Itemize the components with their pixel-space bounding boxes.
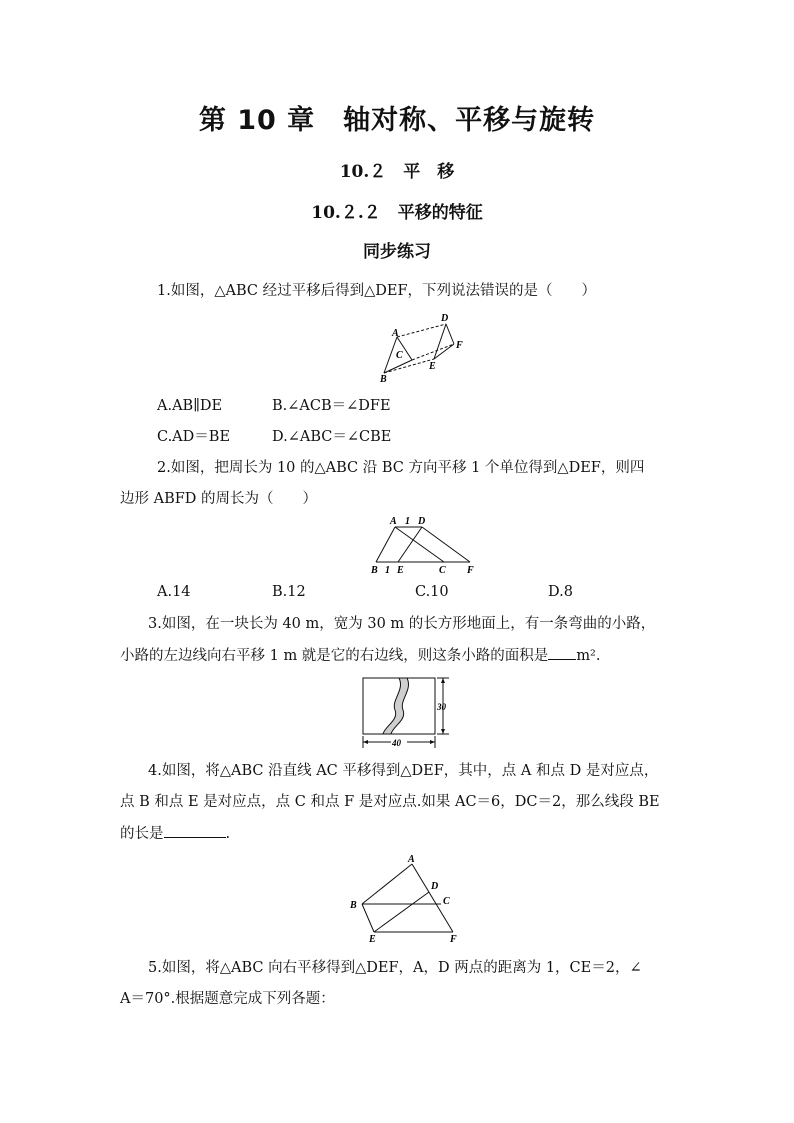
q2-label-E: E [397,565,404,576]
q2-option-a: A.14 [157,584,191,600]
q4-label-B: B [350,900,357,911]
q1-label-C: C [396,350,403,361]
q4-stem-line3-end: . [225,826,231,842]
q1-option-d: D.∠ABC＝∠CBE [272,429,392,445]
q3-path-strip [383,678,409,734]
q4-seg-DE [374,892,429,932]
q2-label-F: F [467,565,474,576]
q5-stem-line1: 5.如图，将△ABC 向右平移得到△DEF，A，D 两点的距离为 1，CE＝2，∠ [148,960,642,976]
q1-option-c: C.AD＝BE [157,429,231,445]
q1-stem: 1.如图，△ABC 经过平移后得到△DEF，下列说法错误的是（ ） [157,283,597,299]
section-title: 10.２ 平 移 [339,162,455,182]
q3-label-width: 40 [392,738,401,748]
subsection-title: 10.２.２ 平移的特征 [311,203,483,223]
q1-label-F: F [456,340,463,351]
q2-label-one-bottom: 1 [385,565,390,576]
q4-label-A: A [408,854,415,865]
q4-stem-line3-text: 的长是 [120,826,164,842]
q2-figure [366,512,486,578]
q2-stem-line2: 边形 ABFD 的周长为（ ） [120,491,318,507]
q2-seg-AC [395,527,444,562]
q1-label-D: D [441,313,449,324]
q1-dash-CF [412,344,454,360]
chapter-title: 第 10 章 轴对称、平移与旋转 [198,105,596,136]
q2-seg-AB [376,527,395,562]
q1-label-E: E [429,361,436,372]
q4-stem-line3 [120,823,230,844]
q2-option-b: B.12 [272,584,306,600]
q1-seg-DE [434,324,446,359]
q2-seg-DF [422,527,470,562]
q1-seg-DF [446,324,454,344]
q1-label-A: A [392,328,399,339]
q3-stem-line2-text: 小路的左边线向右平移 1 m 就是它的右边线，则这条小路的面积是 [120,648,549,664]
q3-label-height: 30 [437,702,446,712]
q1-option-b: B.∠ACB＝∠DFE [272,398,391,414]
q2-label-B: B [371,565,378,576]
q4-stem-line1: 4.如图，将△ABC 沿直线 AC 平移得到△DEF，其中，点 A 和点 D 是对应点， [148,763,659,779]
practice-heading: 同步练习 [363,242,431,262]
q3-width-arrow-left [363,740,368,744]
q2-option-d: D.8 [548,584,573,600]
q3-width-arrow-right [430,740,435,744]
q3-height-arrow-bottom [441,729,445,734]
q5-stem-line2: A＝70°.根据题意完成下列各题： [120,991,335,1007]
q3-height-arrow-top [441,678,445,683]
q4-label-E: E [369,934,376,945]
q4-seg-AB [362,864,412,904]
q4-figure [342,852,472,948]
q3-stem-line2 [120,645,600,666]
q1-label-B: B [380,374,387,385]
q1-dash-AD [397,324,446,337]
q4-seg-BE [362,904,374,932]
q2-label-A: A [390,516,397,527]
q1-option-a: A.AB∥DE [157,398,223,414]
q4-label-D: D [431,881,439,892]
q2-label-one-top: 1 [405,516,410,527]
q2-label-C: C [439,565,446,576]
q4-label-C: C [443,896,450,907]
q2-label-D: D [418,516,426,527]
q2-stem-line1: 2.如图，把周长为 10 的△ABC 沿 BC 方向平移 1 个单位得到△DEF，则四 [157,460,645,476]
q1-figure [370,310,480,390]
q3-answer-blank[interactable] [548,645,576,660]
q4-answer-blank[interactable] [164,823,226,838]
q3-stem-line1: 3.如图，在一块长为 40 m，宽为 30 m 的长方形地面上，有一条弯曲的小路， [148,616,656,632]
q3-figure [355,674,455,750]
q4-label-F: F [450,934,457,945]
q4-stem-line2: 点 B 和点 E 是对应点，点 C 和点 F 是对应点.如果 AC＝6，DC＝2，那么线段 BE [120,794,660,810]
q2-option-c: C.10 [415,584,449,600]
q3-stem-line2-unit: m². [576,648,601,664]
